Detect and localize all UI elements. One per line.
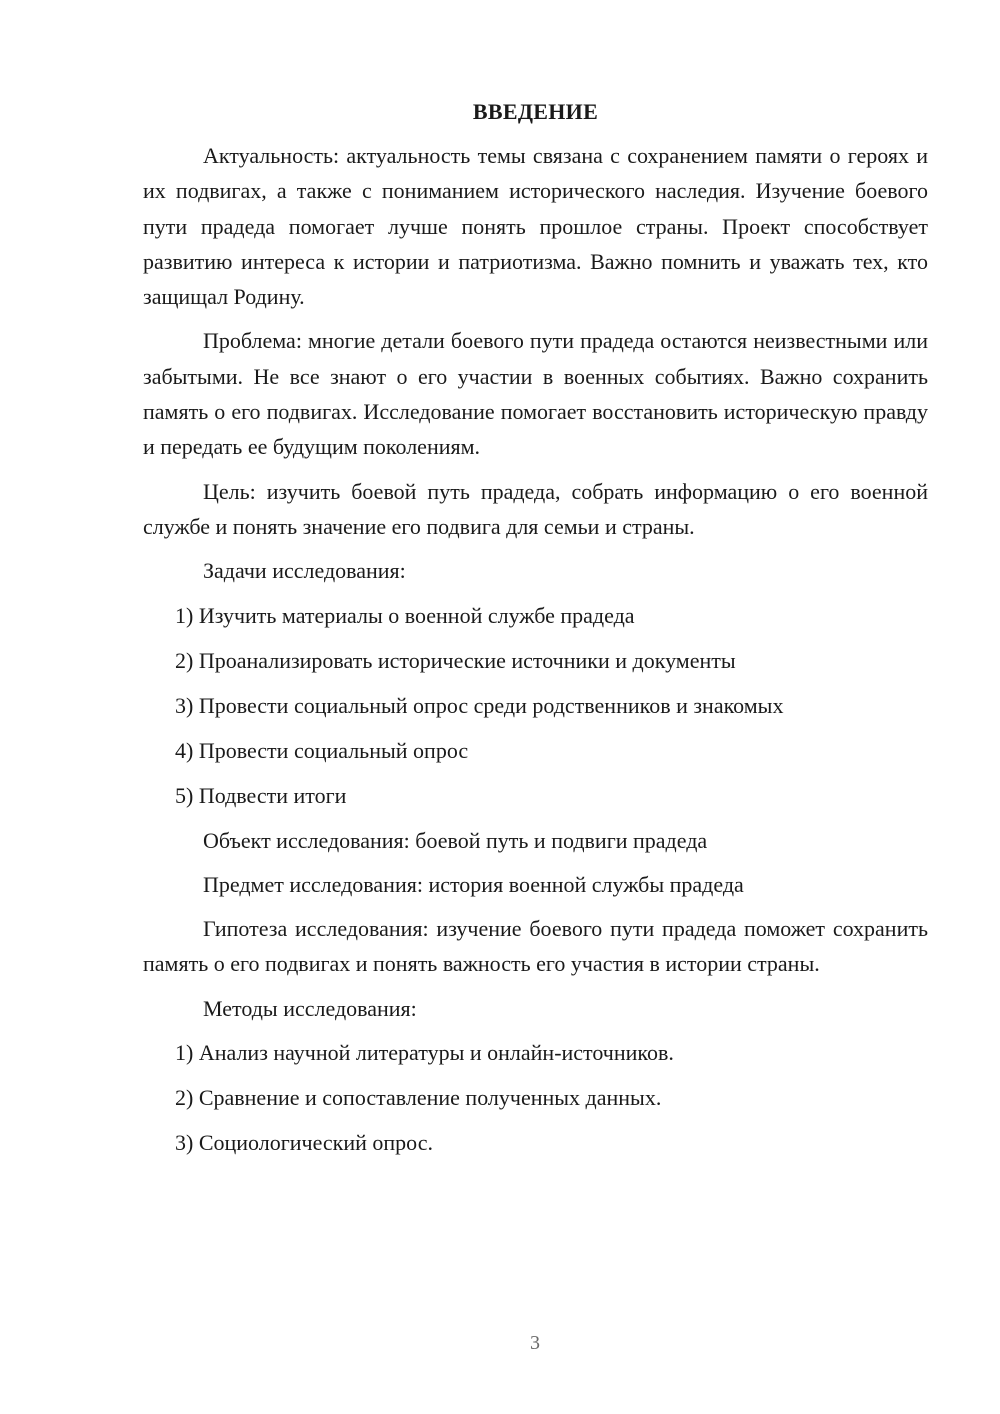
method-item-1: 1) Анализ научной литературы и онлайн-источников. xyxy=(175,1040,674,1066)
task-item-1: 1) Изучить материалы о военной службе прадеда xyxy=(175,602,635,628)
object-paragraph: Объект исследования: боевой путь и подвиги прадеда xyxy=(203,827,708,853)
task-item-4: 4) Провести социальный опрос xyxy=(175,737,469,763)
subject-paragraph: Предмет исследования: история военной службы прадеда xyxy=(203,871,744,897)
page-number: 3 xyxy=(530,1332,540,1354)
tasks-heading: Задачи исследования: xyxy=(203,558,406,584)
tasks-list xyxy=(143,598,928,813)
problem-paragraph: Проблема: многие детали боевого пути прадеда остаются неизвестными или забытыми. Не все знают о его участии в военных событиях. Важно сохранить память о его подвигах. Исследование помогает восстановить историческую правду и передать ее будущим поколениям. xyxy=(143,328,928,460)
methods-list xyxy=(143,1035,928,1160)
page-content xyxy=(143,94,928,1170)
task-item-3: 3) Провести социальный опрос среди родственников и знакомых xyxy=(175,692,784,718)
methods-heading: Методы исследования: xyxy=(203,995,417,1021)
method-item-2: 2) Сравнение и сопоставление полученных данных. xyxy=(175,1085,662,1111)
task-item-5: 5) Подвести итоги xyxy=(175,782,347,808)
relevance-paragraph: Актуальность: актуальность темы связана с сохранением памяти о героях и их подвигах, а также с пониманием исторического наследия. Изучение боевого пути прадеда помогает лучше понять прошлое страны. Проект способствует развитию интереса к истории и патриотизма. Важно помнить и уважать тех, кто защищал Родину. xyxy=(143,143,928,310)
method-item-3: 3) Социологический опрос. xyxy=(175,1130,433,1156)
task-item-2: 2) Проанализировать исторические источники и документы xyxy=(175,647,736,673)
section-title: ВВЕДЕНИЕ xyxy=(472,99,599,124)
hypothesis-paragraph: Гипотеза исследования: изучение боевого пути прадеда поможет сохранить память о его подвигах и понять важность его участия в истории страны. xyxy=(143,916,928,977)
goal-paragraph: Цель: изучить боевой путь прадеда, собрать информацию о его военной службе и понять значение его подвига для семьи и страны. xyxy=(143,478,928,539)
